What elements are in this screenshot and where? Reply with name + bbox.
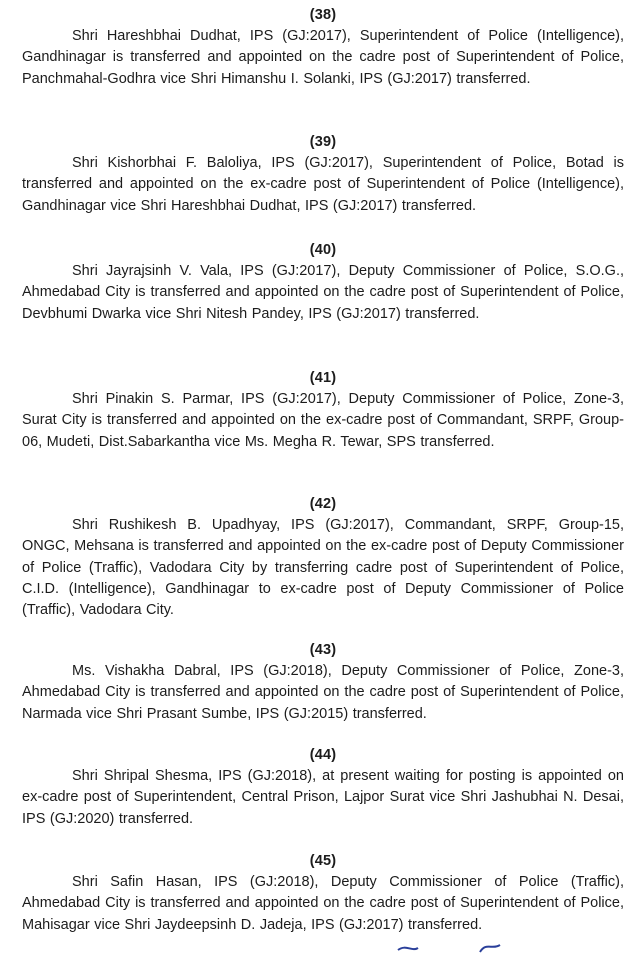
order-number: (45) (309, 853, 337, 869)
order-number: (39) (309, 134, 337, 150)
order-text: Shri Safin Hasan, IPS (GJ:2018), Deputy Commissioner of Police (Traffic), Ahmedabad City is transferred and appointed on the cadre post of Superintendent of Police, Mahisagar vice Shri Jaydeepsinh D. Jadeja, IPS (GJ:2017) transferred. (22, 874, 624, 933)
order-45 (22, 852, 624, 936)
order-40 (22, 241, 624, 325)
order-42 (22, 495, 624, 621)
order-text: Shri Shripal Shesma, IPS (GJ:2018), at present waiting for posting is appointed on ex-cadre post of Superintendent, Central Prison, Lajpor Surat vice Shri Jashubhai N. Desai, IPS (GJ:2020) transferred. (22, 768, 624, 827)
order-text: Shri Jayrajsinh V. Vala, IPS (GJ:2017), Deputy Commissioner of Police, S.O.G., Ahmedabad City is transferred and appointed on the cadre post of Superintendent of Police, Devbhumi Dwarka vice Shri Nitesh Pandey, IPS (GJ:2017) transferred. (22, 263, 624, 322)
order-44 (22, 746, 624, 830)
order-text: Shri Pinakin S. Parmar, IPS (GJ:2017), Deputy Commissioner of Police, Zone-3, Surat City is transferred and appointed on the ex-cadre post of Commandant, SRPF, Group-06, Mudeti, Dist.Sabarkantha vice Ms. Megha R. Tewar, SPS transferred. (22, 391, 624, 450)
order-text: Shri Rushikesh B. Upadhyay, IPS (GJ:2017), Commandant, SRPF, Group-15, ONGC, Mehsana is transferred and appointed on the ex-cadre post of Deputy Commissioner of Police (Traffic), Vadodara City by transferring cadre post of Superintendent of Police, C.I.D. (Intelligence), Gandhinagar to ex-cadre post of Deputy Commissioner of Police (Traffic), Vadodara City. (22, 517, 624, 619)
order-43 (22, 641, 624, 725)
order-text: Ms. Vishakha Dabral, IPS (GJ:2018), Deputy Commissioner of Police, Zone-3, Ahmedabad City is transferred and appointed on the cadre post of Superintendent of Police, Narmada vice Shri Prasant Sumbe, IPS (GJ:2015) transferred. (22, 663, 624, 722)
order-number: (42) (309, 496, 337, 512)
order-number: (44) (309, 747, 337, 763)
order-number: (40) (309, 242, 337, 258)
order-number: (43) (309, 642, 337, 658)
order-text: Shri Hareshbhai Dudhat, IPS (GJ:2017), Superintendent of Police (Intelligence), Gandhinagar is transferred and appointed on the cadre post of Superintendent of Police, Panchmahal-Godhra vice Shri Himanshu I. Solanki, IPS (GJ:2017) transferred. (22, 28, 624, 87)
order-38 (22, 6, 624, 90)
order-text: Shri Kishorbhai F. Baloliya, IPS (GJ:2017), Superintendent of Police, Botad is transferred and appointed on the ex-cadre post of Superintendent of Police (Intelligence), Gandhinagar vice Shri Hareshbhai Dudhat, IPS (GJ:2017) transferred. (22, 155, 624, 214)
order-number: (38) (309, 7, 337, 23)
order-41 (22, 369, 624, 453)
order-number: (41) (309, 370, 337, 386)
order-39 (22, 133, 624, 217)
